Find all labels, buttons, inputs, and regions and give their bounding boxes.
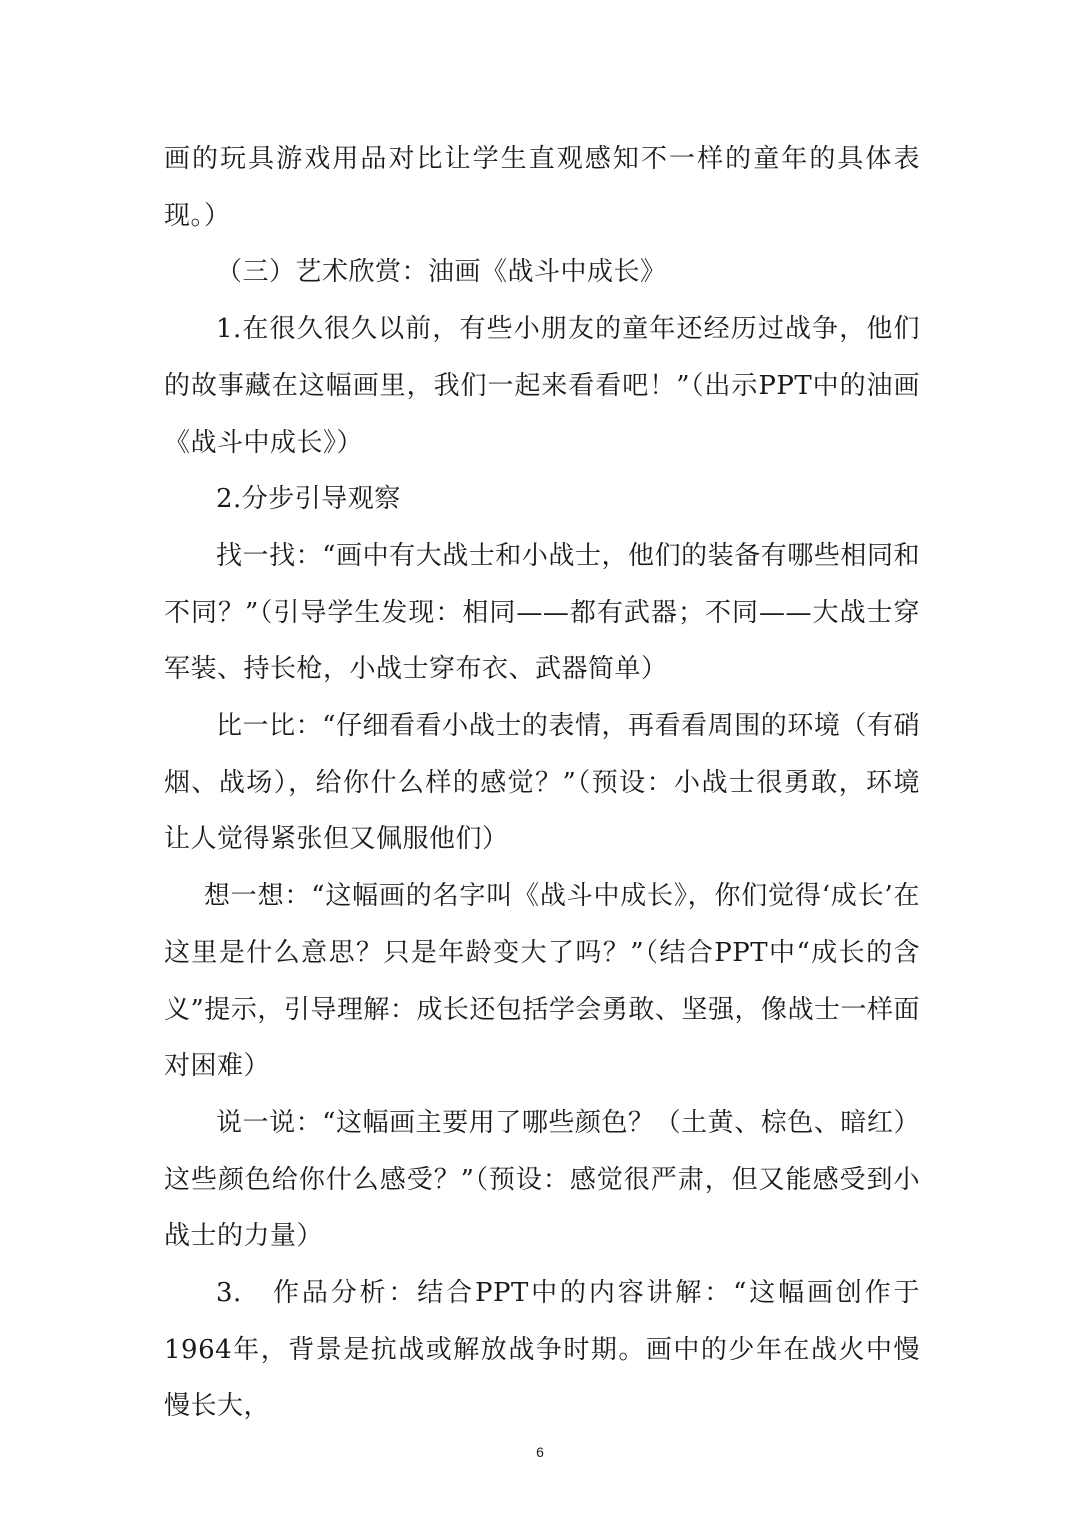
body-text xyxy=(164,131,920,1435)
page-number: 6 xyxy=(536,1444,544,1460)
paragraph-step-1: 1.在很久很久以前，有些小朋友的童年还经历过战争，他们的故事藏在这幅画里，我们一起来看看吧！”（出示PPT中的油画《战斗中成长》） xyxy=(164,314,920,458)
paragraph-find: 找一找：“画中有大战士和小战士，他们的装备有哪些相同和不同？”（引导学生发现：相同——都有武器；不同——大战士穿军装、持长枪，小战士穿布衣、武器简单） xyxy=(164,540,920,685)
section-heading-art-appreciation: （三）艺术欣赏：油画《战斗中成长》 xyxy=(216,257,667,288)
paragraph-compare: 比一比：“仔细看看小战士的表情，再看看周围的环境（有硝烟、战场），给你什么样的感觉？”（预设：小战士很勇敢，环境让人觉得紧张但又佩服他们） xyxy=(164,711,920,855)
paragraph-toys-comparison: 画的玩具游戏用品对比让学生直观感知不一样的童年的具体表现。） xyxy=(164,144,920,231)
paragraph-think: 想一想：“这幅画的名字叫《战斗中成长》，你们觉得‘成长’在这里是什么意思？只是年龄变大了吗？”（结合PPT中“成长的含义”提示，引导理解：成长还包括学会勇敢、坚强，像战士一样面对困难） xyxy=(164,881,920,1082)
paragraph-step-3: 3. 作品分析：结合PPT中的内容讲解：“这幅画创作于1964年，背景是抗战或解放战争时期。画中的少年在战火中慢慢长大， xyxy=(164,1278,920,1422)
paragraph-step-2: 2.分步引导观察 xyxy=(216,484,401,515)
paragraph-speak: 说一说：“这幅画主要用了哪些颜色？（土黄、棕色、暗红）这些颜色给你什么感受？”（预设：感觉很严肃，但又能感受到小战士的力量） xyxy=(164,1107,920,1252)
